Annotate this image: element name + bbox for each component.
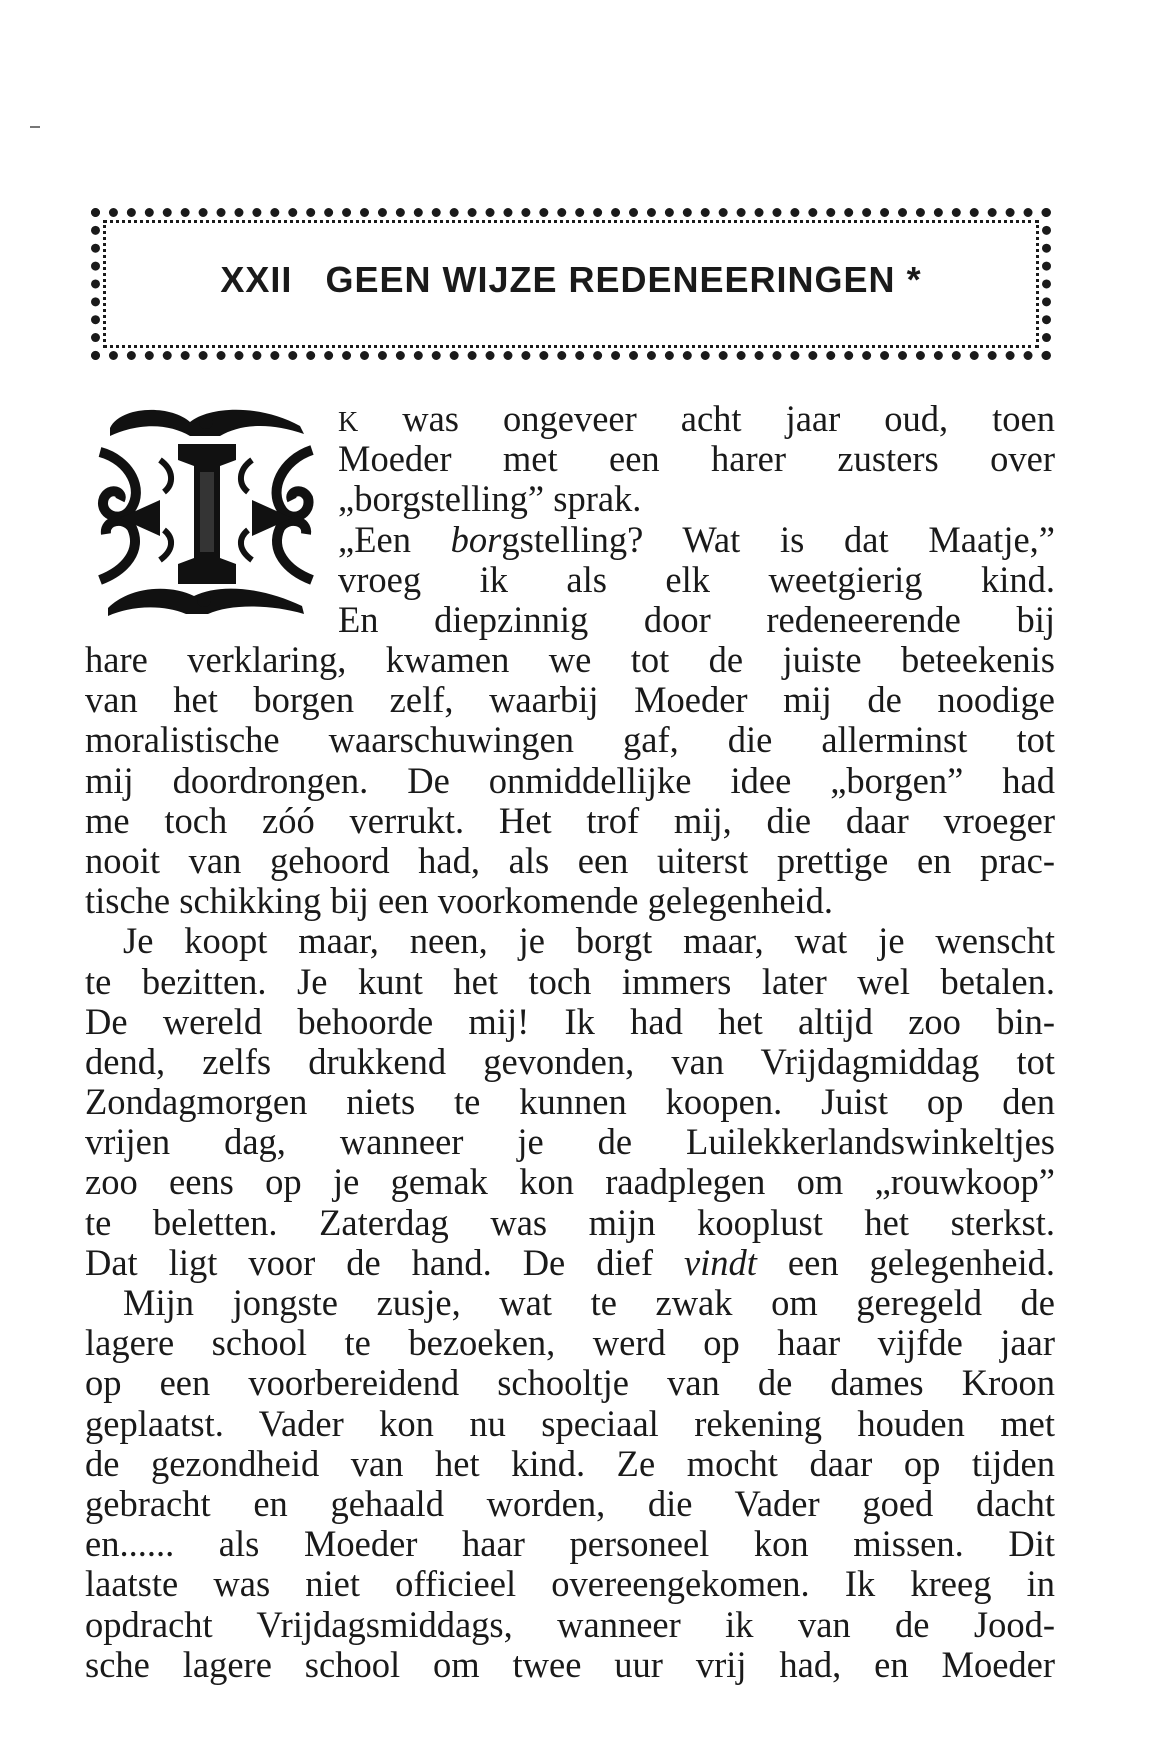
text-line: te bezitten. Je kunt het toch immers later wel betalen. [85,960,1055,1002]
chapter-number: XXII [220,259,293,300]
text-line: de gezondheid van het kind. Ze mocht daar op tijden [85,1442,1055,1484]
text-line: opdracht Vrijdagsmiddags, wanneer ik van de Jood- [85,1603,1055,1645]
text-line: vroeg ik als elk weetgierig kind. [338,558,1055,600]
text-line: gebracht en gehaald worden, die Vader goed dacht [85,1482,1055,1524]
text-line [85,1243,1055,1283]
text-line [338,399,1055,439]
text-line: dend, zelfs drukkend gevonden, van Vrijdagmiddag tot [85,1040,1055,1082]
text-fragment: Dat ligt voor de hand. De dief [85,1241,684,1283]
body-text [85,640,1055,1685]
text-line: laatste was niet officieel overeengekomen. Ik kreeg in [85,1563,1055,1605]
chapter-header-frame [91,208,1051,360]
opening-text [338,399,1055,640]
text-line: Je koopt maar, neen, je borgt maar, wat je wenscht [123,920,1055,962]
text-line: nooit van gehoord had, als een uiterst prettige en prac- [85,839,1055,881]
text-line: lagere school te bezoeken, werd op haar vijfde jaar [85,1322,1055,1364]
text-line: moralistische waarschuwingen gaf, die allerminst tot [85,719,1055,761]
italic-fragment: vindt [683,1241,757,1283]
italic-fragment: bor [450,518,502,560]
dropcap-letter: I [90,400,91,401]
text-line: sche lagere school om twee uur vrij had, en Moeder [85,1643,1055,1685]
text-line [338,520,1055,560]
text-line: Zondagmorgen niets te kunnen koopen. Juist op den [85,1081,1055,1123]
stray-mark [30,126,40,128]
text-line: mij doordrongen. De onmiddellijke idee „borgen” had [85,759,1055,801]
text-line: En diepzinnig door redeneerende bij [338,598,1055,640]
text-line: hare verklaring, kwamen we tot de juiste beteekenis [85,639,1055,680]
chapter-title-text: GEEN WIJZE REDENEERINGEN [325,259,896,300]
text-line: vrijen dag, wanneer je de Luilekkerlandswinkeltjes [85,1121,1055,1163]
text-fragment: was ongeveer acht jaar oud, toen [358,398,1055,439]
text-line: van het borgen zelf, waarbij Moeder mij de noodige [85,679,1055,721]
text-fragment: gstelling? Wat is dat Maatje,” [501,518,1055,560]
text-line: en...... als Moeder haar personeel kon missen. Dit [85,1523,1055,1565]
text-line: Moeder met een harer zusters over [338,438,1055,480]
text-fragment: „Een [338,518,451,560]
text-line: Mijn jongste zusje, wat te zwak om geregeld de [123,1282,1055,1323]
text-line: me toch zóó verrukt. Het trof mij, die daar vroeger [85,799,1055,841]
text-line: De wereld behoorde mij! Ik had het altijd zoo bin- [85,1000,1055,1042]
chapter-title [100,259,1042,301]
text-line: te beletten. Zaterdag was mijn kooplust het sterkst. [85,1201,1055,1243]
chapter-ornament: * [906,259,922,300]
text-line: geplaatst. Vader kon nu speciaal rekening houden met [85,1402,1055,1444]
smallcap-k: K [338,407,359,438]
text-fragment: een gelegenheid. [756,1241,1056,1283]
ornamental-initial-I-icon [90,400,322,624]
text-line: zoo eens op je gemak kon raadplegen om „rouwkoop” [85,1161,1055,1203]
text-line: op een voorbereidend schooltje van de dames Kroon [85,1362,1055,1404]
text-line: „borgstelling” sprak. [338,478,642,520]
text-line: tische schikking bij een voorkomende gelegenheid. [85,880,834,922]
